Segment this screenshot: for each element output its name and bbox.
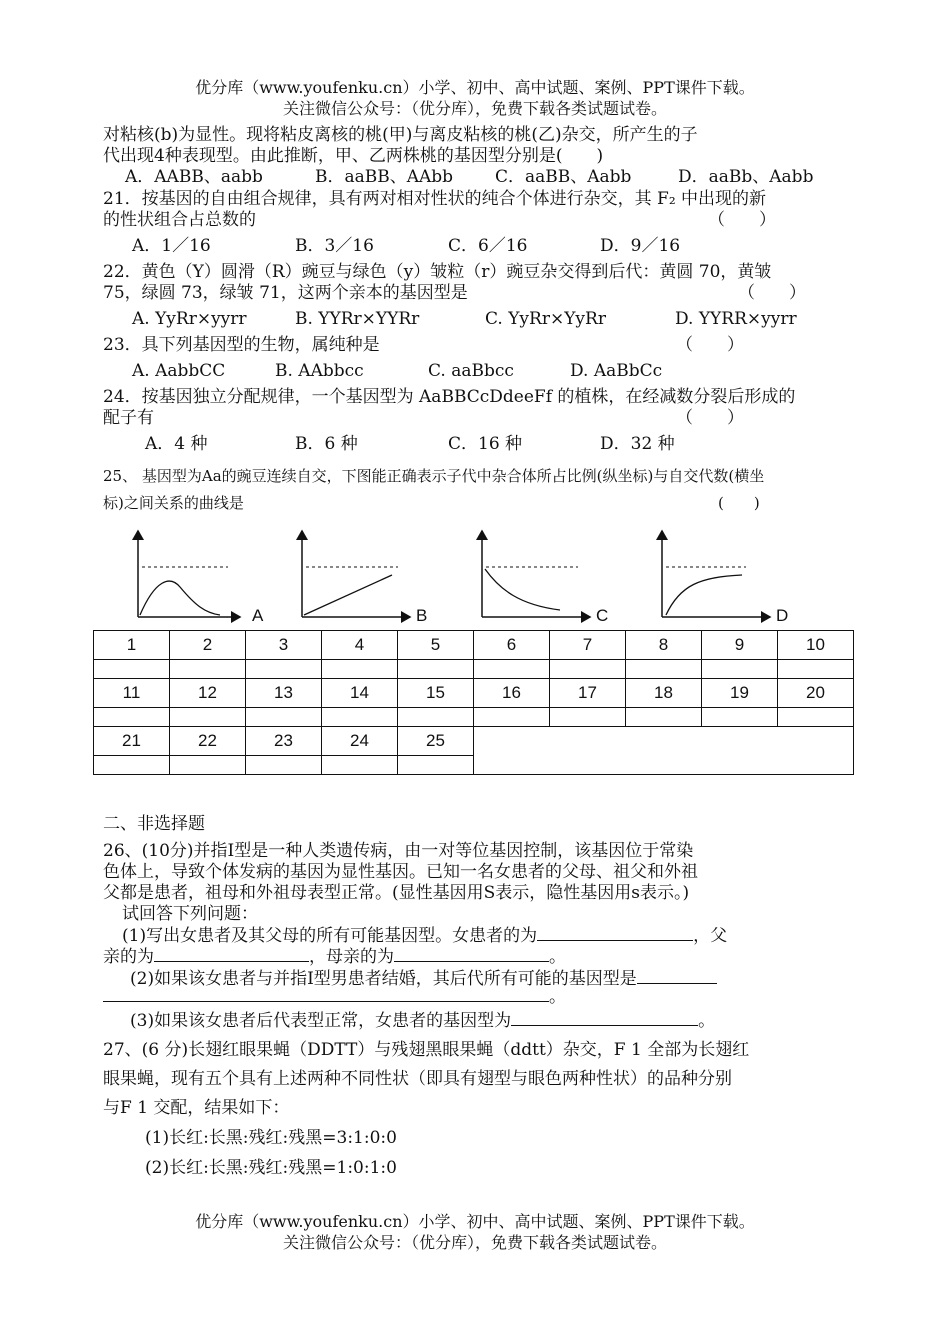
q22-option-b: B. YYRr×YYRr [295, 309, 420, 329]
q24-option-b: B．6 种 [295, 434, 358, 454]
q26-part-3 [130, 1009, 715, 1032]
q22-answer-paren: （ ） [738, 283, 806, 303]
graph-label-c: C [596, 606, 609, 625]
answer-blank[interactable] [322, 660, 398, 679]
answer-cell-label: 12 [170, 679, 246, 708]
q26-blank-father[interactable] [154, 945, 309, 962]
q23-option-b: B. AAbbcc [275, 361, 364, 381]
answer-cell-label: 18 [626, 679, 702, 708]
q21-line-2: 的性状组合占总数的 [103, 210, 256, 230]
graph-b [302, 531, 410, 617]
answer-blank[interactable] [778, 660, 854, 679]
header-line-2: 关注微信公众号：（优分库），免费下载各类试题试卷。 [282, 99, 667, 118]
answer-blank[interactable] [246, 708, 322, 727]
q22-option-d: D. YYRR×yyrr [675, 309, 797, 329]
q25-graphs [120, 525, 840, 630]
footer-line-2: 关注微信公众号：（优分库），免费下载各类试题试卷。 [282, 1233, 667, 1252]
q23-option-a: A. AabbCC [132, 361, 226, 381]
answer-blank[interactable] [778, 708, 854, 727]
answer-cell-label: 23 [246, 727, 322, 756]
q23-option-c: C. aaBbcc [428, 361, 514, 381]
q22-line-1: 22．黄色（Y）圆滑（R）豌豆与绿色（y）皱粒（r）豌豆杂交得到后代：黄圆 70，黄皱 [103, 262, 772, 282]
answer-blank[interactable] [246, 660, 322, 679]
q26-line-2: 色体上，导致个体发病的基因为显性基因。已知一名女患者的父母、祖父和外祖 [103, 862, 698, 882]
q25-answer-paren: ( ) [718, 494, 760, 512]
q21-line-1: 21．按基因的自由组合规律，具有两对相对性状的纯合个体进行杂交，其 F₂ 中出现的新 [103, 189, 767, 209]
q27-result-2: (2)长红:长黑:残红:残黑=1:0:1:0 [145, 1158, 397, 1178]
answer-blank[interactable] [626, 708, 702, 727]
q24-line-2: 配子有 [103, 408, 154, 428]
q25-line-2: 标)之间关系的曲线是 [103, 494, 244, 512]
answer-cell-label: 16 [474, 679, 550, 708]
q20-line-1: 对粘核(b)为显性。现将粘皮离核的桃(甲)与离皮粘核的桃(乙)杂交，所产生的子 [103, 125, 698, 145]
q23-answer-paren: （ ） [676, 335, 744, 355]
answer-blank[interactable] [94, 660, 170, 679]
q27-line-3: 与F 1 交配，结果如下： [103, 1098, 290, 1118]
answer-blank[interactable] [702, 660, 778, 679]
section-2-title: 二、非选择题 [103, 814, 205, 834]
q26-part-3-text: (3)如果该女患者后代表型正常，女患者的基因型为 [130, 1011, 512, 1031]
answer-blank[interactable] [322, 708, 398, 727]
answer-blank[interactable] [170, 756, 246, 775]
answer-cell-label: 15 [398, 679, 474, 708]
q20-option-c: C．aaBB、Aabb [495, 167, 632, 187]
q22-option-a: A. YyRr×yyrr [132, 309, 247, 329]
q20-option-d: D．aaBb、Aabb [678, 167, 814, 187]
q24-line-1: 24．按基因独立分配规律，一个基因型为 AaBBCcDdeeFf 的植株，在经减数分裂后形成的 [103, 387, 796, 407]
graph-label-d: D [776, 606, 789, 625]
graph-c [482, 531, 590, 617]
answer-cell-label: 25 [398, 727, 474, 756]
q26-mother-label: ，母亲的为 [309, 947, 394, 967]
q24-option-d: D．32 种 [600, 434, 675, 454]
q26-line-4: 试回答下列问题： [122, 904, 258, 924]
q26-line-3: 父都是患者，祖母和外祖母表型正常。(显性基因用S表示，隐性基因用s表示。) [103, 883, 690, 903]
answer-blank[interactable] [474, 660, 550, 679]
q20-option-a: A．AABB、aabb [125, 167, 263, 187]
answer-cell-label: 14 [322, 679, 398, 708]
answer-blank[interactable] [398, 660, 474, 679]
q23-line-1: 23．具下列基因型的生物，属纯种是 [103, 335, 380, 355]
header-line-1: 优分库（www.youfenku.cn）小学、初中、高中试题、案例、PPT课件下载。 [195, 78, 755, 97]
answer-cell-label: 20 [778, 679, 854, 708]
q26-line-1: 26、(10分)并指Ⅰ型是一种人类遗传病，由一对等位基因控制，该基因位于常染 [103, 841, 694, 861]
answer-cell-label: 9 [702, 631, 778, 660]
answer-blank[interactable] [322, 756, 398, 775]
q26-part-2-end: 。 [549, 987, 566, 1007]
answer-blank[interactable] [550, 660, 626, 679]
q26-part-1-father-start: ，父 [693, 926, 728, 946]
answer-cell-label: 22 [170, 727, 246, 756]
answer-table-empty-area [474, 727, 854, 775]
answer-cell-label: 4 [322, 631, 398, 660]
q26-part-1-end: 。 [549, 947, 566, 967]
answer-cell-label: 10 [778, 631, 854, 660]
answer-cell-label: 2 [170, 631, 246, 660]
graph-label-b: B [416, 606, 428, 625]
q26-blank-daughter[interactable] [537, 924, 693, 941]
q22-line-2: 75，绿圆 73，绿皱 71，这两个亲本的基因型是 [103, 283, 468, 303]
answer-cell-label: 6 [474, 631, 550, 660]
q26-part-1 [122, 924, 727, 947]
answer-blank[interactable] [94, 708, 170, 727]
answer-cell-label: 8 [626, 631, 702, 660]
answer-cell-label: 11 [94, 679, 170, 708]
q23-option-d: D. AaBbCc [570, 361, 663, 381]
q26-part-1-cont [103, 945, 566, 968]
answer-blank[interactable] [170, 708, 246, 727]
q24-option-a: A．4 种 [145, 434, 208, 454]
q24-answer-paren: （ ） [676, 408, 744, 428]
q21-option-d: D．9／16 [600, 236, 681, 256]
answer-blank[interactable] [94, 756, 170, 775]
answer-blank[interactable] [170, 660, 246, 679]
answer-cell-label: 5 [398, 631, 474, 660]
q27-result-1: (1)长红:长黑:残红:残黑=3:1:0:0 [145, 1128, 397, 1148]
footer-line-1: 优分库（www.youfenku.cn）小学、初中、高中试题、案例、PPT课件下载。 [195, 1212, 755, 1231]
answer-cell-label: 1 [94, 631, 170, 660]
q20-option-b: B．aaBB、AAbb [315, 167, 454, 187]
q20-line-2: 代出现4种表现型。由此推断，甲、乙两株桃的基因型分别是( ) [103, 146, 604, 166]
q26-part-2-cont [103, 985, 566, 1008]
q26-blank-genotype[interactable] [511, 1009, 698, 1026]
q26-blank-offspring-a[interactable] [637, 967, 717, 984]
graph-d [662, 531, 770, 617]
answer-table [93, 630, 854, 775]
q25-line-1: 25、 基因型为Aa的豌豆连续自交，下图能正确表示子代中杂合体所占比例(纵坐标)与自交代数(横坐 [103, 467, 765, 485]
q21-answer-paren: （ ） [708, 210, 776, 230]
answer-cell-label: 24 [322, 727, 398, 756]
answer-blank[interactable] [702, 708, 778, 727]
q26-part-2-text: (2)如果该女患者与并指Ⅰ型男患者结婚，其后代所有可能的基因型是 [130, 969, 637, 989]
answer-blank[interactable] [550, 708, 626, 727]
q27-line-1: 27、(6 分)长翅红眼果蝇（DDTT）与残翅黑眼果蝇（ddtt）杂交，F 1 全部为长翅红 [103, 1040, 750, 1060]
answer-blank[interactable] [398, 708, 474, 727]
answer-cell-label: 19 [702, 679, 778, 708]
q26-father-label: 亲的为 [103, 947, 154, 967]
q26-part-1-text: (1)写出女患者及其父母的所有可能基因型。女患者的为 [122, 926, 538, 946]
answer-blank[interactable] [246, 756, 322, 775]
answer-blank[interactable] [398, 756, 474, 775]
q24-option-c: C．16 种 [448, 434, 523, 454]
graph-label-a: A [252, 606, 264, 625]
q21-option-b: B．3／16 [295, 236, 374, 256]
q21-option-c: C．6／16 [448, 236, 528, 256]
answer-cell-label: 21 [94, 727, 170, 756]
q26-part-3-end: 。 [698, 1011, 716, 1031]
graph-a [138, 531, 240, 617]
answer-cell-label: 13 [246, 679, 322, 708]
answer-blank[interactable] [474, 708, 550, 727]
answer-cell-label: 17 [550, 679, 626, 708]
answer-cell-label: 7 [550, 631, 626, 660]
q26-blank-mother[interactable] [394, 945, 549, 962]
q26-blank-offspring-b[interactable] [103, 985, 549, 1002]
q27-line-2: 眼果蝇，现有五个具有上述两种不同性状（即具有翅型与眼色两种性状）的品种分别 [103, 1069, 732, 1089]
q21-option-a: A．1／16 [132, 236, 211, 256]
answer-blank[interactable] [626, 660, 702, 679]
answer-cell-label: 3 [246, 631, 322, 660]
q22-option-c: C. YyRr×YyRr [485, 309, 606, 329]
